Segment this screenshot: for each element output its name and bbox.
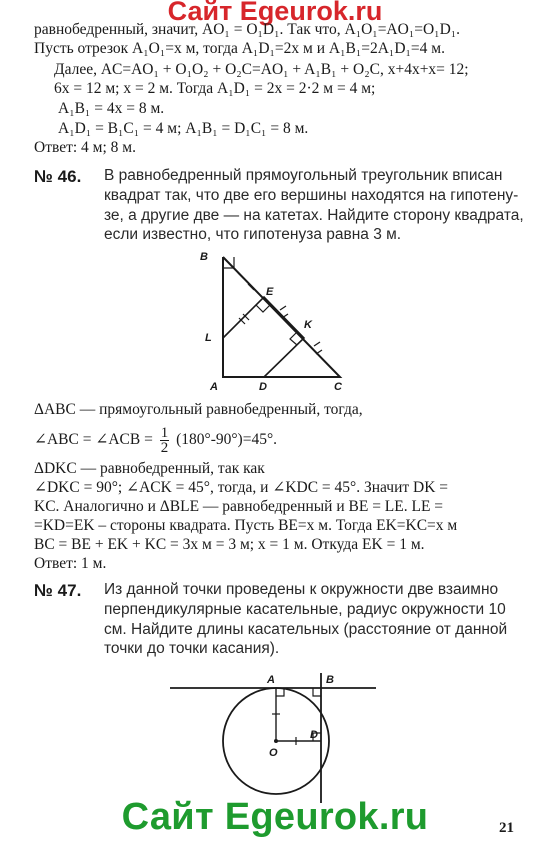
task47-line-4: точки до точки касания). [104, 640, 280, 657]
label-a: A [267, 674, 275, 686]
solution46-line-6: =KD=EK – стороны квадрата. Пусть BE=x м. Тогда EK=KC=x м [34, 517, 458, 534]
solution46-line-2 [34, 425, 277, 455]
label-k: K [304, 319, 312, 331]
task46-number: № 46. [34, 167, 82, 186]
fraction-numerator: 1 [160, 424, 169, 441]
solution45-line-2: Пусть отрезок A₁O₁=x м, тогда A₁D₁=2x м и A₁B₁=2A₁D₁=4 м. [34, 40, 445, 57]
solution46-line-7: BC = BE + EK + KC = 3x м = 3 м; x = 1 м. Откуда EK = 1 м. [34, 536, 425, 553]
label-o: O [269, 747, 278, 759]
fraction-denominator: 2 [160, 439, 169, 456]
solution45-line-5: A₁B₁ = 4x = 8 м. [58, 100, 165, 117]
task46-line-4: если известно, что гипотенуза равна 3 м. [104, 226, 402, 243]
task47-line-2: перпендикулярные касательные, радиус окружности 10 [104, 601, 506, 618]
label-b: B [200, 251, 208, 263]
solution46-answer: Ответ: 1 м. [34, 555, 107, 572]
solution46-line-4: ∠DKC = 90°; ∠ACK = 45°, тогда, и ∠KDC = 45°. Значит DK = [34, 479, 449, 496]
solution45-line-1: равнобедренный, значит, AO₁ = O₁D₁. Так что, A₁O₁=AO₁=O₁D₁. [34, 21, 461, 38]
label-l: L [205, 332, 212, 344]
watermark-top: Сайт Egeurok.ru [167, 0, 383, 26]
fraction-one-half [160, 426, 170, 455]
task46-line-2: квадрат так, что две его вершины находятся на гипотену- [104, 187, 519, 204]
solution46-line-1: ΔABC — прямоугольный равнобедренный, тогда, [34, 401, 363, 418]
label-d: D [310, 729, 318, 741]
label-c: C [334, 381, 342, 393]
solution45-line-3: Далее, AC=AO₁ + O₁O₂ + O₂C=AO₁ + A₁B₁ + O₂C, x+4x+x= 12; [54, 61, 469, 78]
label-a: A [210, 381, 218, 393]
page-number: 21 [499, 820, 514, 836]
triangle-figure [196, 248, 356, 396]
label-e: E [266, 286, 274, 298]
solution46-line-3: ΔDKC — равнобедренный, так как [34, 460, 265, 477]
watermark-bottom: Сайт Egeurok.ru [121, 796, 429, 838]
task47-number: № 47. [34, 581, 82, 600]
label-b: B [326, 674, 334, 686]
task46-line-1: В равнобедренный прямоугольный треугольник вписан [104, 167, 503, 184]
angle-value-text: (180°-90°)=45°. [176, 431, 278, 448]
solution45-answer: Ответ: 4 м; 8 м. [34, 139, 136, 156]
task47-line-1: Из данной точки проведены к окружности две взаимно [104, 581, 499, 598]
solution45-line-4: 6x = 12 м; x = 2 м. Тогда A₁D₁ = 2x = 2·2 м = 4 м; [54, 80, 376, 97]
angles-equal-text: ∠ABC = ∠ACB = [34, 431, 153, 448]
solution46-line-5: KC. Аналогично и ΔBLE — равнобедренный и BE = LE. LE = [34, 498, 444, 515]
task47-line-3: см. Найдите длины касательных (расстояние от данной [104, 621, 508, 638]
task46-line-3: зе, а другие две — на катетах. Найдите сторону квадрата, [104, 207, 524, 224]
solution45-line-6: A₁D₁ = B₁C₁ = 4 м; A₁B₁ = D₁C₁ = 8 м. [58, 120, 309, 137]
circle-tangents-figure [170, 668, 380, 803]
label-d: D [259, 381, 267, 393]
